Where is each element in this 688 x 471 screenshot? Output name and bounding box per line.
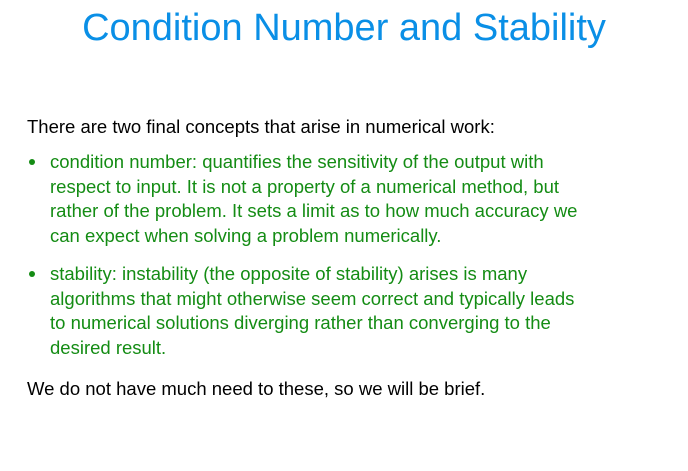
bullet-line: to numerical solutions diverging rather than converging to the — [50, 312, 551, 333]
bullet-dot-icon — [29, 159, 35, 165]
outro-text: We do not have much need to these, so we will be brief. — [27, 378, 486, 399]
bullet-line: respect to input. It is not a property of a numerical method, but — [50, 175, 560, 197]
bullet-list — [27, 150, 667, 374]
bullet-line: algorithms that might otherwise seem correct and typically leads — [50, 287, 575, 309]
bullet-stability — [27, 262, 667, 360]
intro-text: There are two final concepts that arise in numerical work: — [27, 116, 495, 137]
bullet-line: stability: instability (the opposite of stability) arises is many — [50, 263, 528, 284]
bullet-line: rather of the problem. It sets a limit as to how much accuracy we — [50, 200, 578, 221]
slide-title: Condition Number and Stability — [82, 7, 606, 49]
bullet-condition-number — [27, 150, 667, 248]
bullet-dot-icon — [29, 271, 35, 277]
bullet-line: can expect when solving a problem numerically. — [50, 224, 442, 246]
bullet-line: condition number: quantifies the sensitivity of the output with — [50, 151, 544, 172]
bullet-line: desired result. — [50, 336, 167, 358]
